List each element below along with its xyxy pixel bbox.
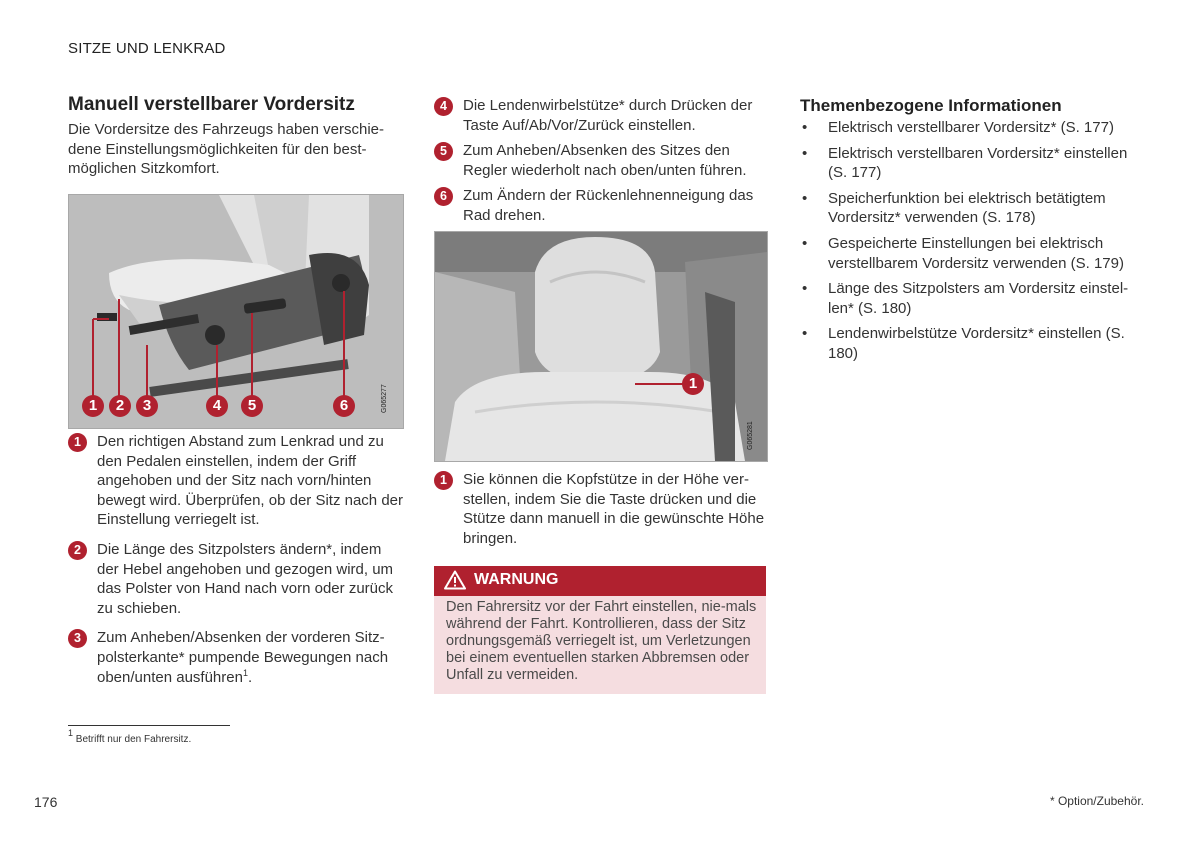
warning-body xyxy=(434,596,766,694)
instruction-text: Die Länge des Sitzpolsters ändern*, indem der Hebel angehoben und gezogen wird, um das Polster von Hand nach vorn oder zurück zu schieben. xyxy=(97,540,394,617)
related-link-text[interactable]: Lendenwirbelstütze Vordersitz* einstellen (S. 180) xyxy=(828,325,1125,362)
figure-code: G065277 xyxy=(381,384,388,413)
footnote xyxy=(68,728,192,745)
instruction-item xyxy=(434,96,770,135)
figure-marker-5: 5 xyxy=(241,395,263,417)
seat-instructions-continued xyxy=(434,96,770,232)
instruction-text: Zum Anheben/Absenken des Sitzes den Regler wiederholt nach oben/unten führen. xyxy=(463,142,747,179)
footnote-divider xyxy=(68,725,230,726)
bullet: • xyxy=(802,280,808,298)
option-note: * Option/Zubehör. xyxy=(1049,794,1144,808)
related-link-text[interactable]: Elektrisch verstellbarer Vordersitz* (S. 177) xyxy=(828,119,1114,136)
related-link-text[interactable]: Elektrisch verstellbaren Vordersitz* einstellen (S. 177) xyxy=(828,144,1128,182)
related-link[interactable] xyxy=(800,144,1140,183)
page-number: 176 xyxy=(34,794,58,810)
figure-marker-3: 3 xyxy=(136,395,158,417)
instruction-text-tail: . xyxy=(247,668,253,686)
intro-paragraph: Die Vordersitze des Fahrzeugs haben verschie-dene Einstellungsmöglichkeiten für den best-möglichen Sitzkomfort. xyxy=(68,121,384,178)
related-link-text[interactable]: Speicherfunktion bei elektrisch betätigtem Vordersitz* verwenden (S. 178) xyxy=(828,189,1106,227)
number-badge: 5 xyxy=(434,142,453,161)
number-badge: 3 xyxy=(68,629,87,648)
figure-marker-6: 6 xyxy=(333,395,355,417)
bullet: • xyxy=(802,189,808,207)
instruction-item xyxy=(68,540,404,618)
footnote-text: Betrifft nur den Fahrersitz. xyxy=(75,734,192,745)
warning-triangle-icon xyxy=(444,570,466,590)
instruction-item xyxy=(434,186,770,225)
related-link[interactable] xyxy=(800,234,1140,273)
related-link[interactable] xyxy=(800,324,1140,363)
instruction-item xyxy=(434,141,770,180)
warning-header xyxy=(434,566,766,596)
headrest-instruction xyxy=(434,470,770,558)
seat-figure xyxy=(68,194,404,429)
bullet: • xyxy=(802,325,808,343)
number-badge: 4 xyxy=(434,97,453,116)
headrest-illustration xyxy=(435,232,767,461)
warning-title: WARNUNG xyxy=(474,571,559,588)
figure-code: G065281 xyxy=(747,421,754,450)
instruction-text: Den richtigen Abstand zum Lenkrad und zu den Pedalen einstellen, indem der Griff angehoben und der Sitz nach vorn/hinten bewegt wird. Überprüfen, ob der Sitz nach der Einstellung verriegelt ist. xyxy=(97,433,403,529)
related-link[interactable] xyxy=(800,189,1140,228)
footnote-ref[interactable]: 1 xyxy=(242,667,248,678)
figure-marker-1: 1 xyxy=(682,373,704,395)
bullet: • xyxy=(802,144,808,162)
related-link[interactable] xyxy=(800,118,1140,138)
number-badge: 6 xyxy=(434,187,453,206)
seat-instructions xyxy=(68,432,404,697)
instruction-text: Zum Anheben/Absenken der vorderen Sitz-polsterkante* pumpende Bewegungen nach oben/unten ausführen xyxy=(97,629,389,686)
related-link-text[interactable]: Länge des Sitzpolsters am Vordersitz einstel-len* (S. 180) xyxy=(828,280,1129,317)
instruction-text: Sie können die Kopfstütze in der Höhe ver-stellen, indem Sie die Taste drücken und die Stütze dann manuell in die gewünschte Höhe bringen. xyxy=(463,471,765,547)
related-info-list xyxy=(800,118,1140,370)
warning-text: Den Fahrersitz vor der Fahrt einstellen, nie-mals während der Fahrt. Kontrollieren, dass der Sitz ordnungsgemäß verriegelt ist, um Verletzungen bei einem eventuellen starken Abbremsen oder Unfall zu vermeiden. xyxy=(446,599,757,683)
related-link-text[interactable]: Gespeicherte Einstellungen bei elektrisch verstellbarem Vordersitz verwenden (S. 179) xyxy=(828,234,1124,272)
instruction-item xyxy=(68,432,404,530)
instruction-text: Die Lendenwirbelstütze* durch Drücken der Taste Auf/Ab/Vor/Zurück einstellen. xyxy=(463,97,753,134)
number-badge: 2 xyxy=(68,541,87,560)
headrest-figure xyxy=(434,231,768,462)
number-badge: 1 xyxy=(68,433,87,452)
instruction-item xyxy=(68,628,404,687)
related-link[interactable] xyxy=(800,279,1140,318)
number-badge: 1 xyxy=(434,471,453,490)
figure-marker-1: 1 xyxy=(82,395,104,417)
page-title: Manuell verstellbarer Vordersitz xyxy=(68,94,355,115)
section-header: SITZE UND LENKRAD xyxy=(68,40,226,57)
related-info-title: Themenbezogene Informationen xyxy=(800,96,1062,115)
bullet: • xyxy=(802,234,808,252)
instruction-text: Zum Ändern der Rückenlehnenneigung das Rad drehen. xyxy=(463,187,754,224)
bullet: • xyxy=(802,119,808,136)
figure-marker-2: 2 xyxy=(109,395,131,417)
footnote-number: 1 xyxy=(68,728,74,738)
seat-illustration xyxy=(69,195,403,428)
instruction-item xyxy=(434,470,770,548)
figure-marker-4: 4 xyxy=(206,395,228,417)
